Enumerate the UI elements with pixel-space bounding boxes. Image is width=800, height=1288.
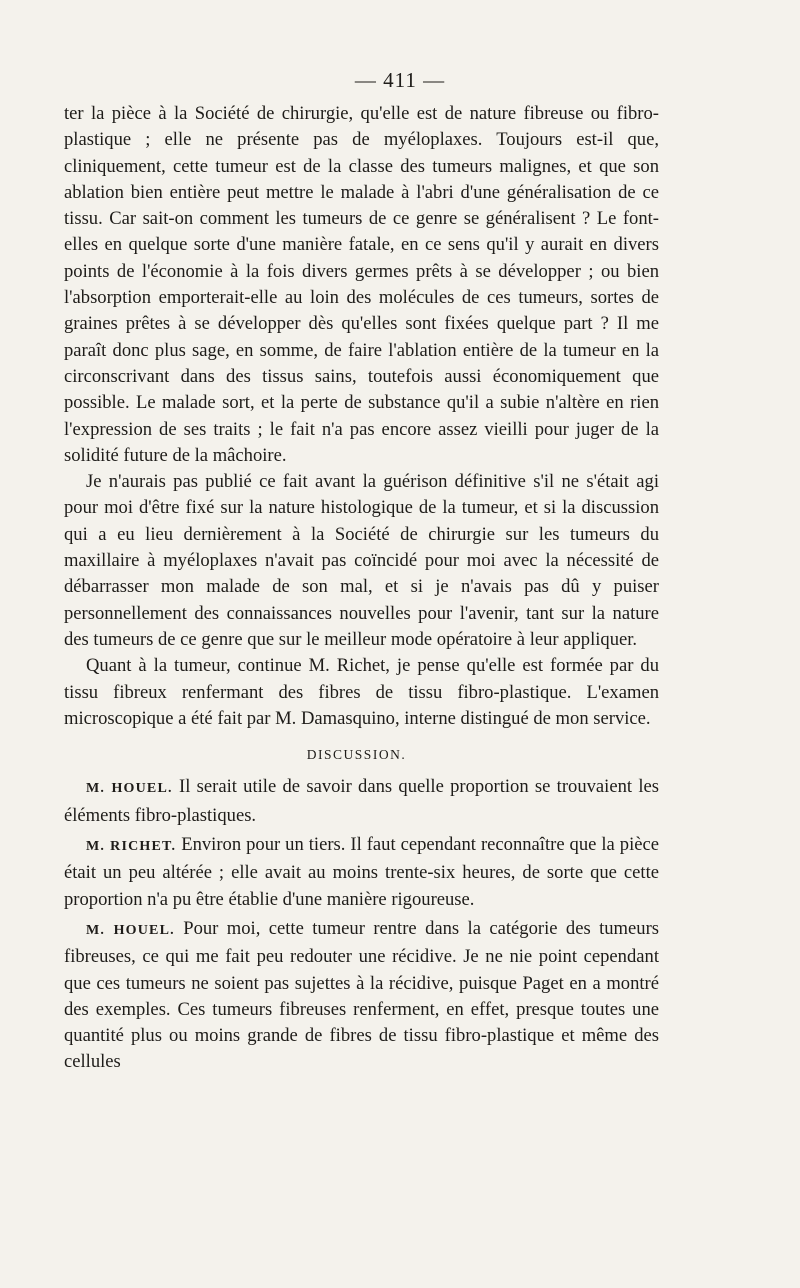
section-heading: DISCUSSION. xyxy=(306,747,407,763)
paragraph-3: Quant à la tumeur, continue M. Richet, je pense qu'elle est formée par du tissu fibreux renfermant des fibres de tissu fibro-plastique. L'examen microscopique a été fait par M. Damasquino, interne distingué de mon service. xyxy=(64,655,659,729)
discussion-entry-1 xyxy=(64,774,659,829)
speaker-name: M. HOUEL. xyxy=(86,781,173,797)
discussion-entry-3 xyxy=(64,916,659,1076)
paragraph-1: ter la pièce à la Société de chirurgie, qu'elle est de nature fibreuse ou fibro-plastique ; elle ne présente pas de myéloplaxes. Toujours est-il que, cliniquement, cette tumeur est de la classe des tumeurs malignes, et que son ablation bien entière peut mettre le malade à l'abri d'une généralisation de ce tissu. Car sait-on comment les tumeurs de ce genre se généralisent ? Le font-elles en quelque sorte d'une manière fatale, en ce sens qu'il y aurait en divers points de l'économie à la fois divers germes prêts à se développer ; ou bien l'absorption emporterait-elle au loin des molécules de ces tumeurs, sortes de graines prêtes à se développer dès qu'elles sont fixées quelque part ? Il me paraît donc plus sage, en somme, de faire l'ablation entière de la tumeur en la circonscrivant dans des tissus sains, toutefois aussi économiquement que possible. Le malade sort, et la perte de substance qu'il a subie n'altère en rien l'expression de ses traits ; le fait n'a pas encore assez vieilli pour juger de la solidité future de la mâchoire. xyxy=(64,103,659,466)
speaker-text: Il serait utile de savoir dans quelle proportion se trouvaient les éléments fibro-plastiques. xyxy=(64,776,659,826)
discussion-entry-2 xyxy=(64,832,659,913)
page-number: — 411 — xyxy=(354,68,446,92)
speaker-name: M. HOUEL. xyxy=(86,922,175,938)
speaker-text: Environ pour un tiers. Il faut cependant reconnaître que la pièce était un peu altérée ; elle avait au moins trente-six heures, de sorte que cette proportion n'a pu être établie d'une manière rigoureuse. xyxy=(64,834,659,910)
speaker-text: Pour moi, cette tumeur rentre dans la catégorie des tumeurs fibreuses, ce qui me fait peu redouter une récidive. Je ne nie point cependant que ces tumeurs ne soient pas sujettes à la récidive, puisque Paget en a montré des exemples. Ces tumeurs fibreuses renferment, en effet, presque toutes une quantité plus ou moins grande de fibres de tissu fibro-plastique et même des cellules xyxy=(64,917,659,1073)
page-body xyxy=(64,101,659,1076)
speaker-name: M. RICHET. xyxy=(86,839,177,855)
paragraph-2: Je n'aurais pas publié ce fait avant la guérison définitive s'il ne s'était agi pour moi d'être fixé sur la nature histologique de la tumeur, et si la discussion qui a eu lieu dernièrement à la Société de chirurgie sur les tumeurs du maxillaire à myéloplaxes n'avait pas coïncidé pour moi avec la nécessité de débarrasser mon malade de son mal, et si je n'avais pas dû y puiser personnellement des connaissances nouvelles pour l'avenir, tant sur la nature des tumeurs de ce genre que sur le meilleur mode opératoire à leur appliquer. xyxy=(64,471,659,650)
